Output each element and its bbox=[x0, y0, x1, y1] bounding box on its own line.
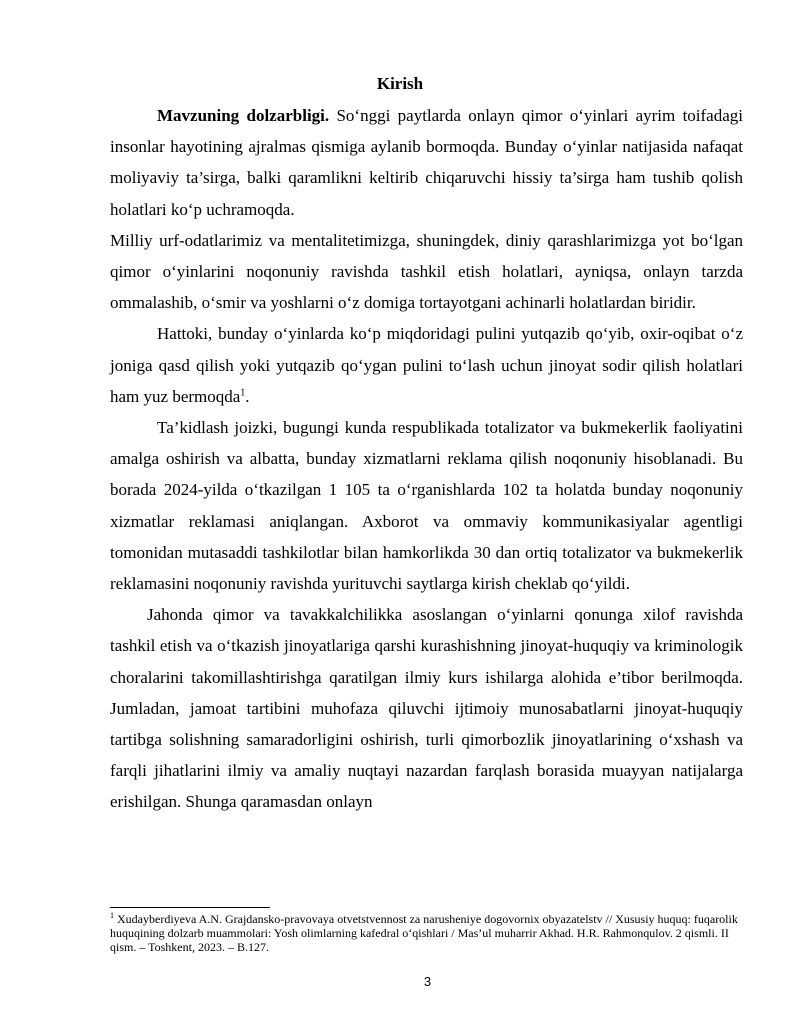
paragraph-consequences bbox=[110, 318, 743, 412]
footnote-separator bbox=[110, 907, 270, 908]
footnote-ref[interactable]: 1 bbox=[240, 387, 246, 399]
page-number: 3 bbox=[423, 974, 432, 989]
consequences-text: Hattoki, bunday o‘yinlarda ko‘p miqdoridagi pulini yutqazib qo‘yib, oxir-oqibat o‘z joniga qasd qilish yoki yutqazib qo‘ygan pulini to‘lash uchun jinoyat sodir qilish holatlari ham yuz bermoqda bbox=[110, 324, 743, 406]
consequences-end: . bbox=[245, 386, 250, 406]
footnote bbox=[110, 912, 745, 954]
paragraph-research: Jahonda qimor va tavakkalchilikka asoslangan o‘yinlarni qonunga xilof ravishda tashkil etish va o‘tkazish jinoyatlariga qarshi kurashishning jinoyat-huquqiy va kriminologik choralarini takomillashtirishga qaratilgan ilmiy kurs ishilarga alohida e’tibor berilmoqda. Jumladan, jamoat tartibini muhofaza qiluvchi ijtimoiy munosabatlarni jinoyat-huquqiy tartibga solishning samaradorligini oshirish, turli qimorbozlik jinoyatlarining o‘xshash va farqli jihatlarini ilmiy va amaliy nuqtayi nazardan farqlash borasida muayyan natijalarga erishilgan. Shunga qaramasdan onlayn bbox=[110, 605, 743, 812]
page-title: Kirish bbox=[376, 74, 424, 93]
paragraph-traditions: Milliy urf-odatlarimiz va mentalitetimizga, shuningdek, diniy qarashlarimizga yot bo‘lgan qimor o‘yinlarini noqonuniy ravishda tashkil etish holatlari, ayniqsa, onlayn tarzda ommalashib, o‘smir va yoshlarni o‘z domiga tortayotgani achinarli holatlardan biridir. bbox=[110, 230, 743, 313]
footnote-marker: 1 bbox=[110, 911, 114, 920]
footnote-text: Xudayberdiyeva A.N. Grajdansko-pravovaya otvetstvennost za narusheniye dogovornix obyazatelstv // Xususiy huquq: fuqarolik huquqining dolzarb muammolari: Yosh olimlarning kafedral o‘qishlari / Mas’ul muharrir Akhad. H.R. Rahmonqulov. 2 qismli. II qism. – Toshkent, 2023. – B.127. bbox=[110, 912, 738, 954]
paragraph-relevance bbox=[110, 100, 743, 225]
body-text bbox=[110, 100, 743, 818]
relevance-heading: Mavzuning dolzarbligi. bbox=[157, 106, 330, 125]
paragraph-advertising: Ta’kidlash joizki, bugungi kunda respublikada totalizator va bukmekerlik faoliyatini amalga oshirish va albatta, bunday xizmatlarni reklama qilish noqonuniy hisoblanadi. Bu borada 2024-yilda o‘tkazilgan 1 105 ta o‘rganishlarda 102 ta holatda bunday noqonuniy xizmatlar reklamasi aniqlangan. Axborot va ommaviy kommunikasiyalar agentligi tomonidan mutasaddi tashkilotlar bilan hamkorlikda 30 dan ortiq totalizator va bukmekerlik reklamasini noqonuniy ravishda yurituvchi saytlarga kirish cheklab qo‘yildi. bbox=[110, 418, 743, 594]
relevance-text: So‘nggi paytlarda onlayn qimor o‘yinlari ayrim toifadagi insonlar hayotining ajralmas qismiga aylanib bormoqda. Bunday o‘yinlar natijasida nafaqat moliyaviy ta’sirga, balki qaramlikni keltirib chiqaruvchi hissiy ta’sirga ham tushib qolish holatlari ko‘p uchramoqda. bbox=[110, 106, 743, 219]
